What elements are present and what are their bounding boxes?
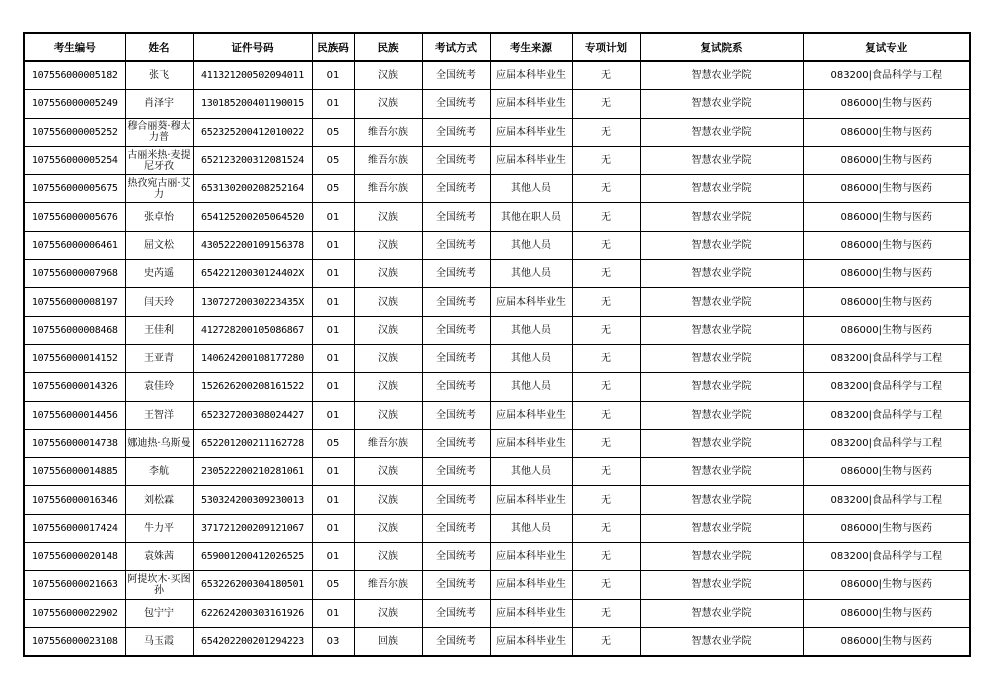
- cell-special-plan: 无: [572, 344, 640, 372]
- cell-retest-college: 智慧农业学院: [640, 599, 803, 627]
- cell-name: 阿提坎木·买图孙: [125, 571, 193, 599]
- table-row: [24, 543, 970, 571]
- cell-exam-id: 107556000022902: [24, 599, 125, 627]
- cell-special-plan: 无: [572, 175, 640, 203]
- table-row: [24, 627, 970, 656]
- cell-exam-method: 全国统考: [422, 599, 490, 627]
- cell-name: 闫天玲: [125, 288, 193, 316]
- cell-special-plan: 无: [572, 260, 640, 288]
- cell-ethnicity: 维吾尔族: [354, 175, 422, 203]
- cell-candidate-source: 应届本科毕业生: [490, 486, 572, 514]
- header-exam-id: 考生编号: [24, 33, 125, 61]
- header-special-plan: 专项计划: [572, 33, 640, 61]
- cell-retest-college: 智慧农业学院: [640, 401, 803, 429]
- cell-exam-method: 全国统考: [422, 61, 490, 90]
- cell-special-plan: 无: [572, 514, 640, 542]
- cell-retest-college: 智慧农业学院: [640, 175, 803, 203]
- cell-exam-id: 107556000016346: [24, 486, 125, 514]
- cell-exam-method: 全国统考: [422, 231, 490, 259]
- cell-candidate-source: 应届本科毕业生: [490, 118, 572, 146]
- cell-name: 张飞: [125, 61, 193, 90]
- cell-retest-college: 智慧农业学院: [640, 514, 803, 542]
- cell-name: 屈文松: [125, 231, 193, 259]
- header-candidate-source: 考生来源: [490, 33, 572, 61]
- cell-exam-id: 107556000008197: [24, 288, 125, 316]
- cell-candidate-source: 应届本科毕业生: [490, 429, 572, 457]
- cell-exam-method: 全国统考: [422, 344, 490, 372]
- cell-id-number: 371721200209121067: [193, 514, 312, 542]
- table-row: [24, 146, 970, 174]
- cell-candidate-source: 其他人员: [490, 175, 572, 203]
- cell-retest-major: 086000|生物与医药: [803, 316, 970, 344]
- cell-retest-college: 智慧农业学院: [640, 61, 803, 90]
- cell-name: 张卓怡: [125, 203, 193, 231]
- cell-ethnic-code: 05: [312, 118, 354, 146]
- table-row: [24, 203, 970, 231]
- cell-name: 包宁宁: [125, 599, 193, 627]
- cell-retest-major: 086000|生物与医药: [803, 599, 970, 627]
- cell-ethnicity: 维吾尔族: [354, 571, 422, 599]
- table-row: [24, 118, 970, 146]
- table-row: [24, 599, 970, 627]
- cell-retest-major: 086000|生物与医药: [803, 514, 970, 542]
- cell-name: 刘松霖: [125, 486, 193, 514]
- cell-name: 肖泽宇: [125, 90, 193, 118]
- cell-retest-college: 智慧农业学院: [640, 627, 803, 656]
- cell-exam-method: 全国统考: [422, 571, 490, 599]
- cell-exam-id: 107556000014152: [24, 344, 125, 372]
- cell-special-plan: 无: [572, 543, 640, 571]
- cell-exam-id: 107556000006461: [24, 231, 125, 259]
- cell-special-plan: 无: [572, 203, 640, 231]
- cell-exam-method: 全国统考: [422, 429, 490, 457]
- cell-retest-college: 智慧农业学院: [640, 543, 803, 571]
- cell-special-plan: 无: [572, 401, 640, 429]
- table-row: [24, 571, 970, 599]
- cell-candidate-source: 应届本科毕业生: [490, 401, 572, 429]
- cell-exam-id: 107556000005182: [24, 61, 125, 90]
- cell-exam-id: 107556000021663: [24, 571, 125, 599]
- cell-ethnicity: 汉族: [354, 203, 422, 231]
- cell-special-plan: 无: [572, 599, 640, 627]
- header-retest-college: 复试院系: [640, 33, 803, 61]
- cell-candidate-source: 其他在职人员: [490, 203, 572, 231]
- cell-candidate-source: 应届本科毕业生: [490, 599, 572, 627]
- cell-id-number: 530324200309230013: [193, 486, 312, 514]
- cell-id-number: 411321200502094011: [193, 61, 312, 90]
- cell-retest-college: 智慧农业学院: [640, 90, 803, 118]
- cell-exam-method: 全国统考: [422, 486, 490, 514]
- cell-retest-major: 086000|生物与医药: [803, 118, 970, 146]
- header-ethnic-code: 民族码: [312, 33, 354, 61]
- cell-retest-major: 083200|食品科学与工程: [803, 344, 970, 372]
- header-ethnicity: 民族: [354, 33, 422, 61]
- cell-ethnic-code: 01: [312, 260, 354, 288]
- table-row: [24, 175, 970, 203]
- header-row: [24, 33, 970, 61]
- cell-candidate-source: 应届本科毕业生: [490, 627, 572, 656]
- cell-retest-major: 083200|食品科学与工程: [803, 61, 970, 90]
- table-row: [24, 514, 970, 542]
- table-row: [24, 231, 970, 259]
- cell-ethnic-code: 01: [312, 599, 354, 627]
- cell-retest-college: 智慧农业学院: [640, 486, 803, 514]
- cell-ethnicity: 汉族: [354, 90, 422, 118]
- cell-retest-major: 086000|生物与医药: [803, 288, 970, 316]
- cell-retest-college: 智慧农业学院: [640, 571, 803, 599]
- cell-candidate-source: 应届本科毕业生: [490, 61, 572, 90]
- cell-ethnic-code: 01: [312, 373, 354, 401]
- cell-exam-id: 107556000023108: [24, 627, 125, 656]
- cell-candidate-source: 其他人员: [490, 316, 572, 344]
- cell-ethnic-code: 05: [312, 146, 354, 174]
- cell-candidate-source: 应届本科毕业生: [490, 288, 572, 316]
- cell-retest-major: 083200|食品科学与工程: [803, 401, 970, 429]
- cell-id-number: 653226200304180501: [193, 571, 312, 599]
- table-row: [24, 429, 970, 457]
- cell-exam-method: 全国统考: [422, 514, 490, 542]
- cell-ethnic-code: 03: [312, 627, 354, 656]
- cell-ethnic-code: 01: [312, 316, 354, 344]
- cell-ethnicity: 汉族: [354, 373, 422, 401]
- cell-name: 李航: [125, 458, 193, 486]
- cell-retest-major: 083200|食品科学与工程: [803, 486, 970, 514]
- cell-name: 热孜宛古丽·艾力: [125, 175, 193, 203]
- cell-id-number: 652327200308024427: [193, 401, 312, 429]
- cell-exam-method: 全国统考: [422, 146, 490, 174]
- cell-exam-id: 107556000005254: [24, 146, 125, 174]
- candidate-table: [23, 32, 971, 657]
- header-name: 姓名: [125, 33, 193, 61]
- cell-name: 史芮遥: [125, 260, 193, 288]
- cell-exam-id: 107556000007968: [24, 260, 125, 288]
- cell-special-plan: 无: [572, 486, 640, 514]
- cell-ethnic-code: 01: [312, 344, 354, 372]
- cell-retest-major: 083200|食品科学与工程: [803, 543, 970, 571]
- cell-special-plan: 无: [572, 571, 640, 599]
- cell-ethnicity: 汉族: [354, 316, 422, 344]
- table-row: [24, 458, 970, 486]
- cell-ethnicity: 汉族: [354, 288, 422, 316]
- cell-ethnicity: 汉族: [354, 543, 422, 571]
- table-row: [24, 344, 970, 372]
- cell-retest-college: 智慧农业学院: [640, 231, 803, 259]
- cell-id-number: 230522200210281061: [193, 458, 312, 486]
- cell-retest-major: 083200|食品科学与工程: [803, 373, 970, 401]
- cell-name: 袁姝茜: [125, 543, 193, 571]
- cell-name: 马玉霞: [125, 627, 193, 656]
- header-id-number: 证件号码: [193, 33, 312, 61]
- cell-retest-major: 086000|生物与医药: [803, 458, 970, 486]
- cell-retest-major: 086000|生物与医药: [803, 175, 970, 203]
- cell-candidate-source: 应届本科毕业生: [490, 543, 572, 571]
- cell-exam-method: 全国统考: [422, 175, 490, 203]
- cell-special-plan: 无: [572, 373, 640, 401]
- cell-ethnicity: 汉族: [354, 260, 422, 288]
- cell-retest-major: 086000|生物与医药: [803, 231, 970, 259]
- cell-exam-method: 全国统考: [422, 90, 490, 118]
- cell-ethnic-code: 01: [312, 288, 354, 316]
- cell-id-number: 654202200201294223: [193, 627, 312, 656]
- cell-ethnic-code: 01: [312, 231, 354, 259]
- cell-candidate-source: 其他人员: [490, 514, 572, 542]
- cell-special-plan: 无: [572, 458, 640, 486]
- cell-special-plan: 无: [572, 90, 640, 118]
- cell-ethnicity: 汉族: [354, 401, 422, 429]
- cell-ethnic-code: 01: [312, 486, 354, 514]
- cell-special-plan: 无: [572, 429, 640, 457]
- cell-id-number: 152626200208161522: [193, 373, 312, 401]
- cell-ethnicity: 汉族: [354, 599, 422, 627]
- cell-name: 娜迪热·乌斯曼: [125, 429, 193, 457]
- cell-exam-method: 全国统考: [422, 373, 490, 401]
- cell-candidate-source: 应届本科毕业生: [490, 571, 572, 599]
- cell-retest-college: 智慧农业学院: [640, 458, 803, 486]
- cell-retest-college: 智慧农业学院: [640, 316, 803, 344]
- cell-special-plan: 无: [572, 61, 640, 90]
- cell-ethnicity: 汉族: [354, 344, 422, 372]
- cell-id-number: 430522200109156378: [193, 231, 312, 259]
- cell-id-number: 65422120030124402X: [193, 260, 312, 288]
- cell-exam-id: 107556000005252: [24, 118, 125, 146]
- cell-candidate-source: 应届本科毕业生: [490, 90, 572, 118]
- cell-ethnicity: 回族: [354, 627, 422, 656]
- cell-id-number: 652123200312081524: [193, 146, 312, 174]
- table-row: [24, 260, 970, 288]
- cell-id-number: 652325200412010022: [193, 118, 312, 146]
- cell-exam-id: 107556000014738: [24, 429, 125, 457]
- cell-special-plan: 无: [572, 316, 640, 344]
- cell-id-number: 654125200205064520: [193, 203, 312, 231]
- cell-exam-id: 107556000020148: [24, 543, 125, 571]
- cell-ethnicity: 汉族: [354, 61, 422, 90]
- cell-exam-method: 全国统考: [422, 543, 490, 571]
- cell-ethnic-code: 05: [312, 571, 354, 599]
- cell-id-number: 13072720030223435X: [193, 288, 312, 316]
- cell-retest-college: 智慧农业学院: [640, 288, 803, 316]
- cell-special-plan: 无: [572, 231, 640, 259]
- cell-special-plan: 无: [572, 118, 640, 146]
- cell-special-plan: 无: [572, 146, 640, 174]
- cell-exam-id: 107556000005675: [24, 175, 125, 203]
- cell-exam-method: 全国统考: [422, 288, 490, 316]
- cell-id-number: 130185200401190015: [193, 90, 312, 118]
- cell-name: 牛力平: [125, 514, 193, 542]
- cell-exam-id: 107556000014326: [24, 373, 125, 401]
- cell-exam-id: 107556000005676: [24, 203, 125, 231]
- cell-ethnic-code: 01: [312, 543, 354, 571]
- cell-candidate-source: 应届本科毕业生: [490, 146, 572, 174]
- cell-exam-method: 全国统考: [422, 118, 490, 146]
- cell-ethnicity: 汉族: [354, 231, 422, 259]
- cell-exam-method: 全国统考: [422, 316, 490, 344]
- cell-id-number: 140624200108177280: [193, 344, 312, 372]
- cell-candidate-source: 其他人员: [490, 344, 572, 372]
- cell-ethnicity: 汉族: [354, 514, 422, 542]
- cell-name: 袁佳玲: [125, 373, 193, 401]
- cell-name: 王佳利: [125, 316, 193, 344]
- cell-candidate-source: 其他人员: [490, 231, 572, 259]
- cell-ethnic-code: 01: [312, 90, 354, 118]
- cell-retest-college: 智慧农业学院: [640, 146, 803, 174]
- cell-name: 穆合丽葵·穆太力普: [125, 118, 193, 146]
- table-row: [24, 316, 970, 344]
- cell-special-plan: 无: [572, 627, 640, 656]
- cell-ethnic-code: 01: [312, 458, 354, 486]
- cell-retest-major: 083200|食品科学与工程: [803, 429, 970, 457]
- cell-retest-college: 智慧农业学院: [640, 429, 803, 457]
- cell-retest-college: 智慧农业学院: [640, 373, 803, 401]
- table-row: [24, 373, 970, 401]
- table-row: [24, 486, 970, 514]
- cell-ethnicity: 维吾尔族: [354, 118, 422, 146]
- cell-name: 王亚青: [125, 344, 193, 372]
- cell-ethnic-code: 01: [312, 203, 354, 231]
- cell-exam-method: 全国统考: [422, 203, 490, 231]
- cell-ethnicity: 维吾尔族: [354, 429, 422, 457]
- table-row: [24, 61, 970, 90]
- cell-ethnic-code: 01: [312, 61, 354, 90]
- cell-name: 古丽米热·麦提尼牙孜: [125, 146, 193, 174]
- cell-id-number: 652201200211162728: [193, 429, 312, 457]
- cell-name: 王智洋: [125, 401, 193, 429]
- cell-exam-id: 107556000014456: [24, 401, 125, 429]
- cell-ethnic-code: 05: [312, 429, 354, 457]
- table-row: [24, 401, 970, 429]
- header-retest-major: 复试专业: [803, 33, 970, 61]
- cell-candidate-source: 其他人员: [490, 373, 572, 401]
- cell-exam-id: 107556000008468: [24, 316, 125, 344]
- cell-exam-id: 107556000017424: [24, 514, 125, 542]
- cell-candidate-source: 其他人员: [490, 260, 572, 288]
- admission-list-sheet: [23, 32, 971, 657]
- cell-ethnic-code: 01: [312, 514, 354, 542]
- cell-retest-major: 086000|生物与医药: [803, 260, 970, 288]
- cell-retest-major: 086000|生物与医药: [803, 203, 970, 231]
- cell-retest-college: 智慧农业学院: [640, 260, 803, 288]
- cell-exam-id: 107556000014885: [24, 458, 125, 486]
- cell-exam-method: 全国统考: [422, 627, 490, 656]
- cell-special-plan: 无: [572, 288, 640, 316]
- cell-retest-college: 智慧农业学院: [640, 344, 803, 372]
- cell-retest-major: 086000|生物与医药: [803, 146, 970, 174]
- cell-ethnic-code: 05: [312, 175, 354, 203]
- cell-ethnicity: 汉族: [354, 486, 422, 514]
- table-row: [24, 288, 970, 316]
- cell-ethnicity: 汉族: [354, 458, 422, 486]
- cell-retest-major: 086000|生物与医药: [803, 627, 970, 656]
- table-row: [24, 90, 970, 118]
- cell-candidate-source: 其他人员: [490, 458, 572, 486]
- cell-ethnic-code: 01: [312, 401, 354, 429]
- cell-retest-major: 086000|生物与医药: [803, 571, 970, 599]
- cell-id-number: 659001200412026525: [193, 543, 312, 571]
- cell-id-number: 622624200303161926: [193, 599, 312, 627]
- cell-exam-method: 全国统考: [422, 260, 490, 288]
- header-exam-method: 考试方式: [422, 33, 490, 61]
- cell-exam-id: 107556000005249: [24, 90, 125, 118]
- cell-ethnicity: 维吾尔族: [354, 146, 422, 174]
- cell-retest-college: 智慧农业学院: [640, 118, 803, 146]
- cell-exam-method: 全国统考: [422, 458, 490, 486]
- cell-exam-method: 全国统考: [422, 401, 490, 429]
- cell-retest-major: 086000|生物与医药: [803, 90, 970, 118]
- cell-retest-college: 智慧农业学院: [640, 203, 803, 231]
- cell-id-number: 653130200208252164: [193, 175, 312, 203]
- cell-id-number: 412728200105086867: [193, 316, 312, 344]
